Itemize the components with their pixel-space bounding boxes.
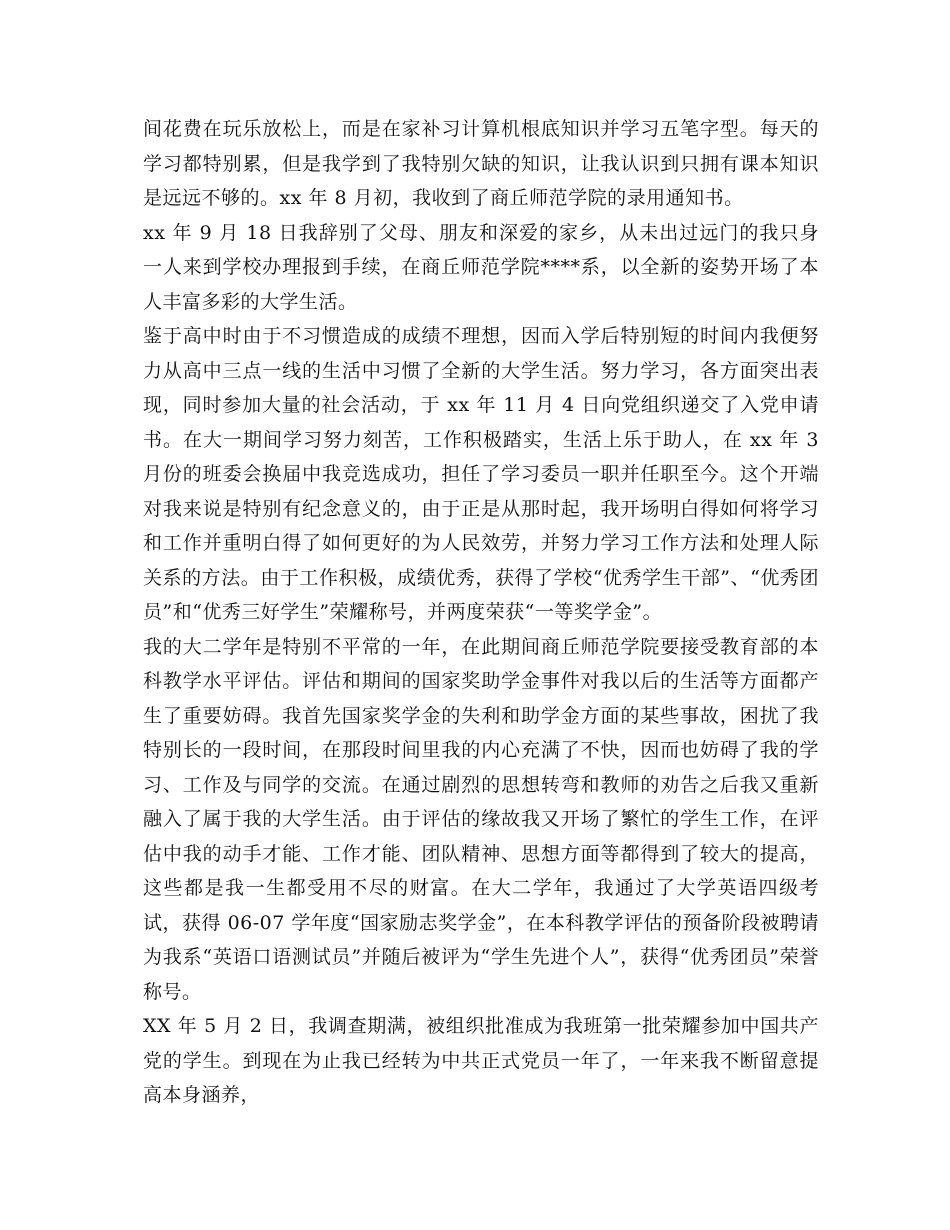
paragraph-4: 我的大二学年是特别不平常的一年，在此期间商丘师范学院要接受教育部的本科教学水平评估。评估和期间的国家奖助学金事件对我以后的生活等方面都产生了重要妨碍。我首先国家奖学金的失利和助学金方面的某些事故，困扰了我特别长的一段时间，在那段时间里我的内心充满了不快，因而也妨碍了我的学习、工作及与同学的交流。在通过剧烈的思想转弯和教师的劝告之后我又重新融入了属于我的大学生活。由于评估的缘故我又开场了繁忙的学生工作，在评估中我的动手才能、工作才能、团队精神、思想方面等都得到了较大的提高，这些都是我一生都受用不尽的财富。在大二学年，我通过了大学英语四级考试，获得 06-07 学年度“国家励志奖学金”，在本科教学评估的预备阶段被聘请为我系“英语口语测试员”并随后被评为“学生先进个人”，获得“优秀团员”荣誉称号。 (143, 635, 819, 1003)
paragraph-2: xx 年 9 月 18 日我辞别了父母、朋友和深爱的家乡，从未出过远门的我只身一人来到学校办理报到手续，在商丘师范学院****系，以全新的姿势开场了本人丰富多彩的大学生活。 (143, 221, 819, 313)
paragraph-3: 鉴于高中时由于不习惯造成的成绩不理想，因而入学后特别短的时间内我便努力从高中三点一线的生活中习惯了全新的大学生活。努力学习，各方面突出表现，同时参加大量的社会活动，于 xx 年 11 月 4 日向党组织递交了入党申请书。在大一期间学习努力刻苦，工作积极踏实，生活上乐于助人，在 xx 年 3 月份的班委会换届中我竞选成功，担任了学习委员一职并任职至今。这个开端对我来说是特别有纪念意义的，由于正是从那时起，我开场明白得如何将学习和工作并重明白得了如何更好的为人民效劳，并努力学习工作方法和处理人际关系的方法。由于工作积极，成绩优秀，获得了学校“优秀学生干部”、“优秀团员”和“优秀三好学生”荣耀称号，并两度荣获“一等奖学金”。 (143, 325, 819, 623)
paragraph-5: XX 年 5 月 2 日，我调查期满，被组织批准成为我班第一批荣耀参加中国共产党的学生。到现在为止我已经转为中共正式党员一年了，一年来我不断留意提高本身涵养， (143, 1015, 819, 1106)
document-body (143, 112, 819, 1113)
paragraph-1: 间花费在玩乐放松上，而是在家补习计算机根底知识并学习五笔字型。每天的学习都特别累，但是我学到了我特别欠缺的知识，让我认识到只拥有课本知识是远远不够的。xx 年 8 月初，我收到了商丘师范学院的录用通知书。 (143, 118, 819, 209)
